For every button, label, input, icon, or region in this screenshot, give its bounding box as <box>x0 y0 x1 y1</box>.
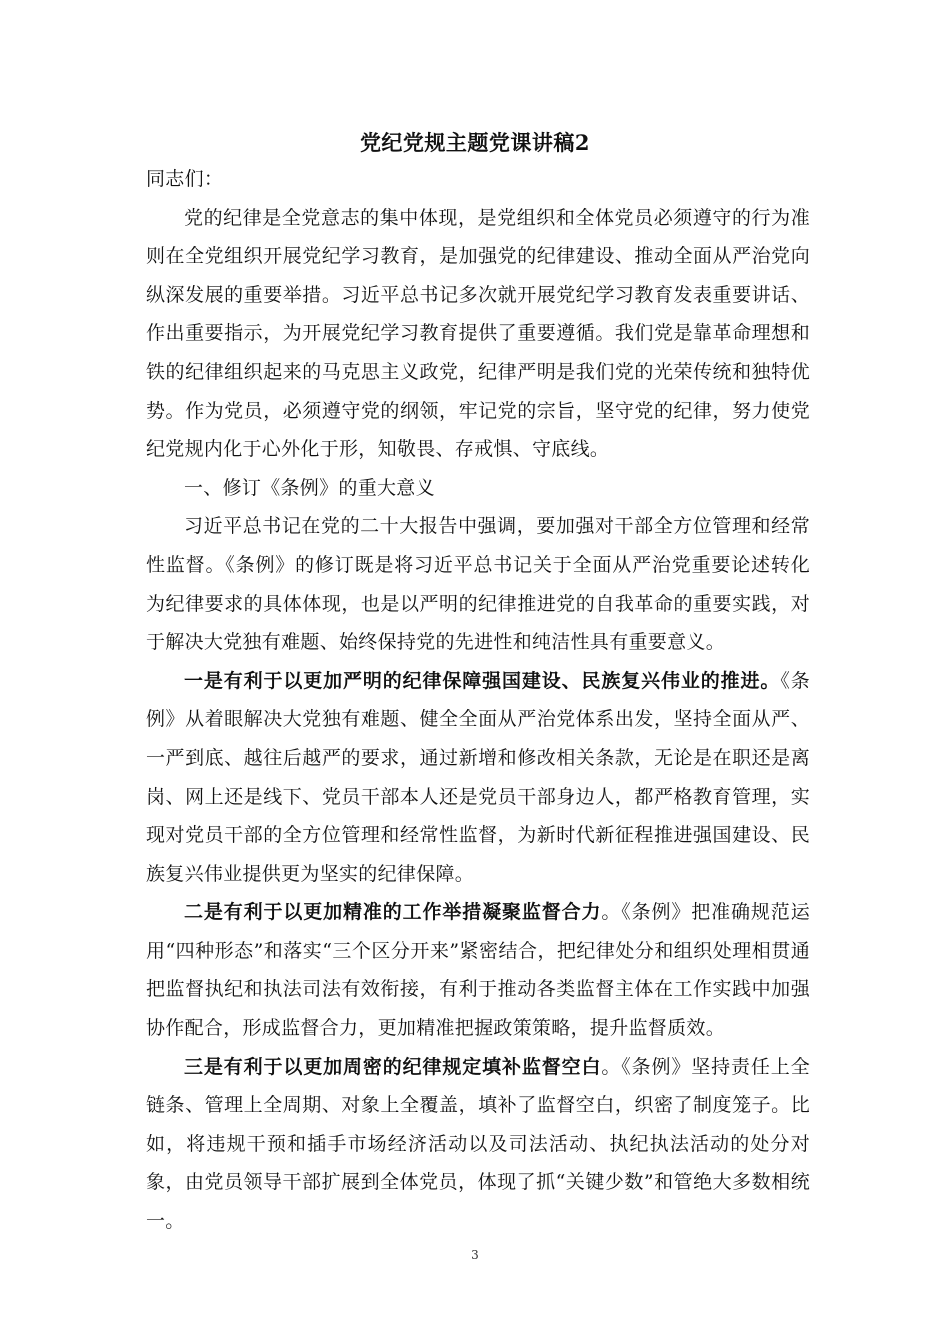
page-number: 3 <box>471 1248 479 1262</box>
paragraph-text: 习近平总书记在党的二十大报告中强调，要加强对干部全方位管理和经常性监督。《条例》的修订既是将习近平总书记关于全面从严治党重要论述转化为纪律要求的具体体现，也是以严明的纪律推进党的自我革命的重要实践，对于解决大党独有难题、始终保持党的先进性和纯洁性具有重要意义。 <box>146 515 810 654</box>
paragraph-text: 一、修订《条例》的重大意义 <box>184 476 435 499</box>
paragraph-section-intro <box>146 507 810 661</box>
paragraph-bold-lead: 一是有利于以更加严明的纪律保障强国建设、民族复兴伟业的推进。 <box>184 669 781 692</box>
section-heading <box>146 469 810 508</box>
paragraph-point-three <box>146 1048 810 1241</box>
paragraph-point-two <box>146 893 810 1047</box>
paragraph-intro <box>146 199 810 469</box>
paragraph-text: 。《条例》把准确规范运用“四种形态”和落实“三个区分开来”紧密结合，把纪律处分和组织处理相贯通把监督执纪和执法司法有效衔接，有利于推动各类监督主体在工作实践中加强协作配合，形成监督合力，更加精准把握政策策略，提升监督质效。 <box>146 901 810 1040</box>
document-body <box>146 160 810 1241</box>
paragraph-text: 党的纪律是全党意志的集中体现，是党组织和全体党员必须遵守的行为准则在全党组织开展党纪学习教育，是加强党的纪律建设、推动全面从严治党向纵深发展的重要举措。习近平总书记多次就开展党纪学习教育发表重要讲话、作出重要指示，为开展党纪学习教育提供了重要遵循。我们党是靠革命理想和铁的纪律组织起来的马克思主义政党，纪律严明是我们党的光荣传统和独特优势。作为党员，必须遵守党的纲领，牢记党的宗旨，坚守党的纪律，努力使党纪党规内化于心外化于形，知敬畏、存戒惧、守底线。 <box>146 206 810 461</box>
paragraph-text: 。《条例》坚持责任上全链条、管理上全周期、对象上全覆盖，填补了监督空白，织密了制度笼子。比如，将违规干预和插手市场经济活动以及司法活动、执纪执法活动的处分对象，由党员领导干部扩展到全体党员，体现了抓“关键少数”和管绝大多数相统一。 <box>146 1055 810 1233</box>
paragraph-text: 《条例》从着眼解决大党独有难题、健全全面从严治党体系出发，坚持全面从严、一严到底、越往后越严的要求，通过新增和修改相关条款，无论是在职还是离岗、网上还是线下、党员干部本人还是党员干部身边人，都严格教育管理，实现对党员干部的全方位管理和经常性监督，为新时代新征程推进强国建设、民族复兴伟业提供更为坚实的纪律保障。 <box>146 669 810 885</box>
paragraph-bold-lead: 二是有利于以更加精准的工作举措凝聚监督合力 <box>184 901 602 924</box>
paragraph-point-one <box>146 662 810 894</box>
salutation: 同志们： <box>146 168 224 190</box>
paragraph-bold-lead: 三是有利于以更加周密的纪律规定填补监督空白 <box>184 1055 602 1078</box>
document-title: 党纪党规主题党课讲稿2 <box>359 130 591 155</box>
